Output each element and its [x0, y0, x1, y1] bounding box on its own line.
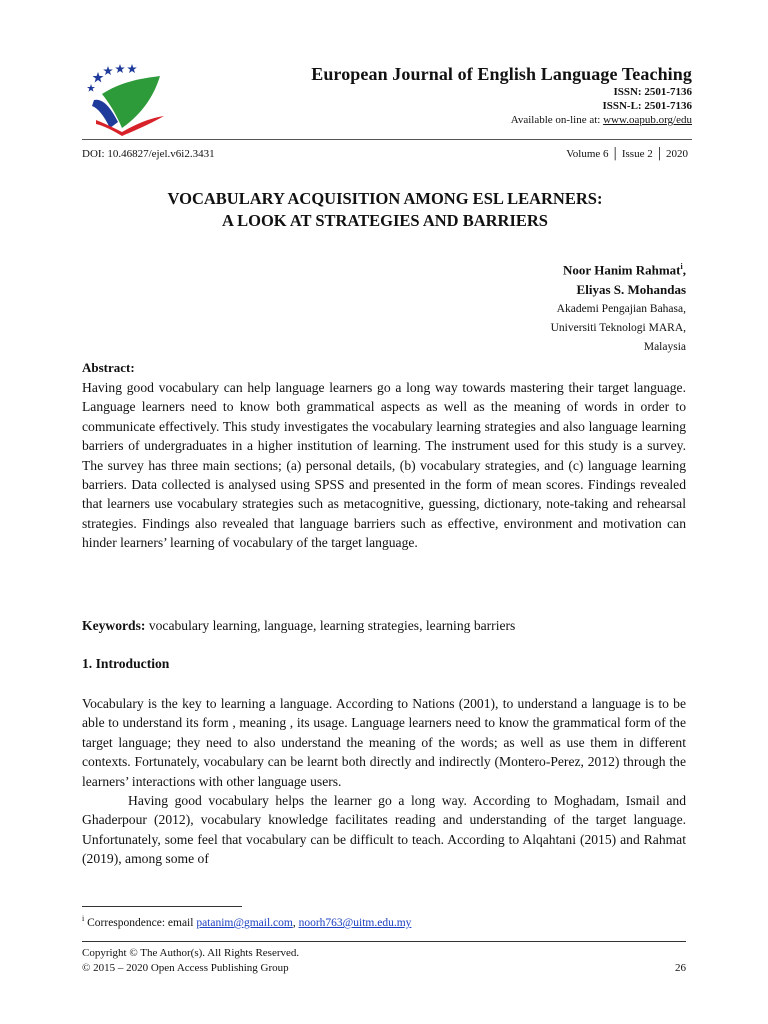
header-divider [82, 139, 692, 140]
volume-issue: Volume 6 │ Issue 2 │ 2020 [566, 148, 688, 160]
page-footer [82, 946, 686, 976]
title-line-2: A LOOK AT STRATEGIES AND BARRIERS [222, 211, 548, 230]
author-1-footnote-mark: i [680, 262, 683, 271]
author-1-separator: , [682, 262, 686, 278]
email-link-2[interactable]: noorh763@uitm.edu.my [298, 916, 412, 929]
doi: DOI: 10.46827/ejel.v6i2.3431 [82, 148, 215, 160]
email-link-1[interactable]: patanim@gmail.com [196, 916, 293, 929]
footnote-divider [82, 906, 242, 907]
footnote-label: Correspondence: email [84, 916, 197, 929]
article-title [82, 188, 688, 232]
section-heading-introduction: 1. Introduction [82, 656, 170, 671]
footer-divider [82, 941, 686, 942]
publisher: © 2015 – 2020 Open Access Publishing Group [82, 962, 289, 974]
journal-name: European Journal of English Language Teaching [311, 64, 692, 84]
introduction-body [82, 694, 686, 869]
keywords [82, 616, 686, 635]
footnote-mark: i [82, 914, 85, 923]
journal-logo [84, 62, 168, 136]
affiliation-line-2: Universiti Teknologi MARA, [550, 322, 686, 335]
available-online [311, 113, 692, 128]
intro-paragraph-1: Vocabulary is the key to learning a language. According to Nations (2001), to understand a language is to be able to understand its form , meaning , its usage. Language learners need to know the grammatical form of the target language; they need to also understand the meaning of the words; as well as use them in different contexts. Fortunately, vocabulary can be learnt both directly and indirectly (Montero-Perez, 2012) through the learners’ interactions with other language users. [82, 696, 686, 789]
affiliation-line-3: Malaysia [643, 341, 686, 354]
abstract-text: Having good vocabulary can help language learners go a long way towards mastering their target language. Language learners need to know both grammatical aspects as well as the meaning of words in order to communicate effectively. This study investigates the vocabulary learning strategies and also language learning barriers of undergraduates in a higher institution of learning. The instrument used for this study is a survey. The survey has three main sections; (a) personal details, (b) vocabulary strategies, and (c) language learning barriers. Data collected is analysed using SPSS and presented in the form of mean scores. Findings revealed that learners use vocabulary strategies such as metacognitive, guessing, dictionary, note-taking and rehearsal strategies. Findings also revealed that language barriers such as effective, environment and motivation can hinder learners’ learning of vocabulary of the target language. [82, 380, 686, 551]
abstract-heading: Abstract: [82, 360, 135, 375]
keywords-label: Keywords: [82, 618, 146, 633]
footnote [82, 914, 411, 929]
author-1-name: Noor Hanim Rahmat [563, 262, 681, 278]
article-meta [82, 148, 688, 160]
journal-url-link[interactable]: www.oapub.org/edu [603, 114, 692, 126]
authors-block [551, 257, 686, 357]
page-number: 26 [675, 962, 686, 974]
copyright: Copyright © The Author(s). All Rights Reserved. [82, 947, 300, 959]
available-label: Available on-line at: [510, 114, 604, 126]
issn: ISSN: 2501-7136 [613, 86, 692, 98]
footnote-separator: , [292, 916, 299, 929]
keywords-text: vocabulary learning, language, learning strategies, learning barriers [145, 618, 516, 633]
author-2: Eliyas S. Mohandas [576, 282, 686, 298]
issn-l: ISSN-L: 2501-7136 [602, 100, 692, 112]
author-1 [551, 257, 686, 280]
affiliation-line-1: Akademi Pengajian Bahasa, [556, 303, 686, 316]
journal-header [311, 64, 692, 128]
title-line-1: VOCABULARY ACQUISITION AMONG ESL LEARNERS: [167, 189, 603, 208]
intro-paragraph-2: Having good vocabulary helps the learner go a long way. According to Moghadam, Ismail and Ghaderpour (2012), vocabulary knowledge facilitates reading and understanding of the target language. Unfortunately, some feel that vocabulary can be difficult to teach. According to Alqahtani (2015) and Rahmat (2019), among some of [82, 793, 686, 867]
